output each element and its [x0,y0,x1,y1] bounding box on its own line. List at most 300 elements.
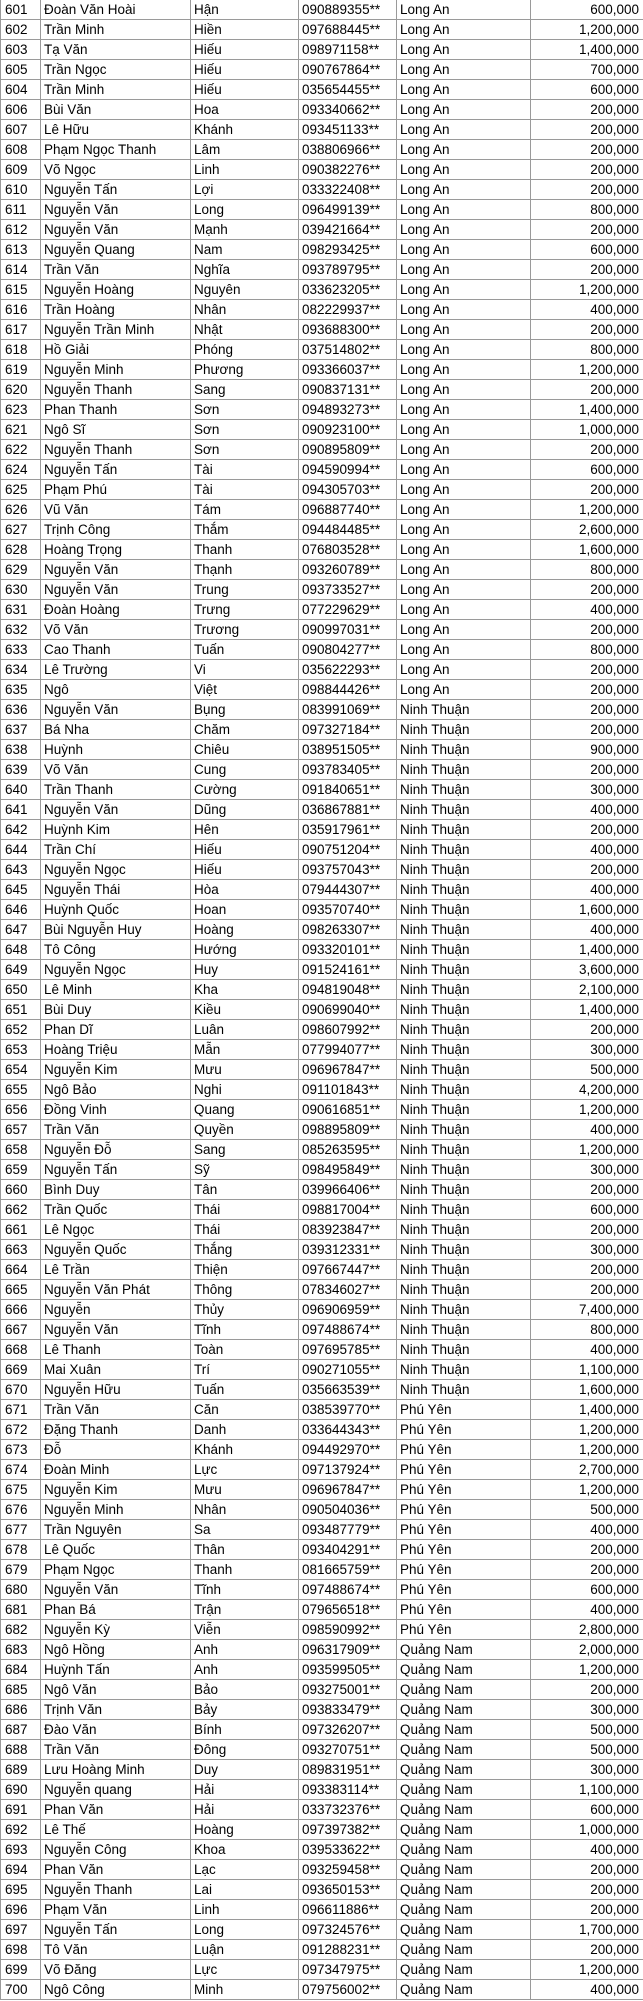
row-number-cell: 636 [1,700,41,720]
province-cell: Quảng Nam [397,1780,531,1800]
phone-cell: 091288231** [299,1940,397,1960]
amount-cell: 200,000 [531,380,643,400]
table-row [1,1380,643,1400]
province-cell: Long An [397,620,531,640]
phone-cell: 038951505** [299,740,397,760]
given-name-cell: Phóng [191,340,299,360]
amount-cell: 600,000 [531,1200,643,1220]
province-cell: Long An [397,320,531,340]
phone-cell: 097397382** [299,1820,397,1840]
phone-cell: 096499139** [299,200,397,220]
given-name-cell: Hải [191,1780,299,1800]
row-number-cell: 635 [1,680,41,700]
given-name-cell: Trí [191,1360,299,1380]
table-row [1,1800,643,1820]
amount-cell: 200,000 [531,1560,643,1580]
province-cell: Long An [397,660,531,680]
surname-cell: Nguyễn Thanh [41,1880,191,1900]
amount-cell: 800,000 [531,560,643,580]
surname-cell: Đồng Vinh [41,1100,191,1120]
phone-cell: 098263307** [299,920,397,940]
amount-cell: 1,000,000 [531,420,643,440]
table-row [1,860,643,880]
surname-cell: Võ Văn [41,760,191,780]
surname-cell: Nguyễn [41,1300,191,1320]
phone-cell: 090837131** [299,380,397,400]
amount-cell: 200,000 [531,1020,643,1040]
table-row [1,560,643,580]
given-name-cell: Nhật [191,320,299,340]
province-cell: Long An [397,680,531,700]
row-number-cell: 617 [1,320,41,340]
table-row [1,1520,643,1540]
province-cell: Long An [397,360,531,380]
amount-cell: 200,000 [531,680,643,700]
amount-cell: 1,600,000 [531,540,643,560]
row-number-cell: 621 [1,420,41,440]
surname-cell: Trần Chí [41,840,191,860]
surname-cell: Bùi Duy [41,1000,191,1020]
given-name-cell: Hòa [191,880,299,900]
amount-cell: 200,000 [531,480,643,500]
amount-cell: 900,000 [531,740,643,760]
phone-cell: 098495849** [299,1160,397,1180]
phone-cell: 033623205** [299,280,397,300]
surname-cell: Trần Văn [41,1120,191,1140]
province-cell: Long An [397,280,531,300]
surname-cell: Huỳnh [41,740,191,760]
row-number-cell: 611 [1,200,41,220]
row-number-cell: 625 [1,480,41,500]
amount-cell: 200,000 [531,260,643,280]
given-name-cell: Bính [191,1720,299,1740]
surname-cell: Lê Thanh [41,1340,191,1360]
amount-cell: 600,000 [531,0,643,20]
amount-cell: 200,000 [531,1680,643,1700]
province-cell: Ninh Thuận [397,1320,531,1340]
surname-cell: Nguyễn Minh [41,1500,191,1520]
surname-cell: Lê Trường [41,660,191,680]
amount-cell: 400,000 [531,1340,643,1360]
province-cell: Ninh Thuận [397,840,531,860]
row-number-cell: 681 [1,1600,41,1620]
phone-cell: 098590992** [299,1620,397,1640]
row-number-cell: 627 [1,520,41,540]
table-row [1,1360,643,1380]
phone-cell: 098293425** [299,240,397,260]
surname-cell: Phan Văn [41,1800,191,1820]
amount-cell: 500,000 [531,1720,643,1740]
province-cell: Ninh Thuận [397,920,531,940]
amount-cell: 300,000 [531,1760,643,1780]
given-name-cell: Thái [191,1200,299,1220]
table-row [1,800,643,820]
given-name-cell: Thanh [191,1560,299,1580]
row-number-cell: 672 [1,1420,41,1440]
phone-cell: 039312331** [299,1240,397,1260]
row-number-cell: 602 [1,20,41,40]
phone-cell: 081665759** [299,1560,397,1580]
province-cell: Ninh Thuận [397,860,531,880]
phone-cell: 097326207** [299,1720,397,1740]
row-number-cell: 680 [1,1580,41,1600]
phone-cell: 033322408** [299,180,397,200]
row-number-cell: 660 [1,1180,41,1200]
table-row [1,1320,643,1340]
province-cell: Long An [397,460,531,480]
table-row [1,1600,643,1620]
phone-cell: 039966406** [299,1180,397,1200]
province-cell: Long An [397,220,531,240]
amount-cell: 1,200,000 [531,360,643,380]
province-cell: Long An [397,240,531,260]
phone-cell: 090504036** [299,1500,397,1520]
surname-cell: Nguyễn quang [41,1780,191,1800]
row-number-cell: 646 [1,900,41,920]
row-number-cell: 664 [1,1260,41,1280]
province-cell: Long An [397,260,531,280]
table-row [1,1540,643,1560]
given-name-cell: Mưu [191,1480,299,1500]
province-cell: Ninh Thuận [397,1360,531,1380]
row-number-cell: 650 [1,980,41,1000]
amount-cell: 200,000 [531,140,643,160]
province-cell: Quảng Nam [397,1880,531,1900]
row-number-cell: 684 [1,1660,41,1680]
province-cell: Quảng Nam [397,1980,531,2000]
row-number-cell: 673 [1,1440,41,1460]
row-number-cell: 604 [1,80,41,100]
given-name-cell: Khánh [191,120,299,140]
surname-cell: Ngô Bảo [41,1080,191,1100]
province-cell: Ninh Thuận [397,960,531,980]
amount-cell: 1,200,000 [531,1140,643,1160]
phone-cell: 093757043** [299,860,397,880]
phone-cell: 090889355** [299,0,397,20]
province-cell: Long An [397,140,531,160]
given-name-cell: Linh [191,1900,299,1920]
phone-cell: 097324576** [299,1920,397,1940]
amount-cell: 200,000 [531,1880,643,1900]
table-row [1,420,643,440]
given-name-cell: Sang [191,1140,299,1160]
province-cell: Ninh Thuận [397,720,531,740]
province-cell: Ninh Thuận [397,1260,531,1280]
amount-cell: 1,700,000 [531,1920,643,1940]
table-row [1,520,643,540]
amount-cell: 1,200,000 [531,20,643,40]
given-name-cell: Thắm [191,520,299,540]
phone-cell: 033732376** [299,1800,397,1820]
table-row [1,580,643,600]
surname-cell: Phan Bá [41,1600,191,1620]
phone-cell: 079444307** [299,880,397,900]
amount-cell: 400,000 [531,600,643,620]
row-number-cell: 649 [1,960,41,980]
surname-cell: Lê Trần [41,1260,191,1280]
phone-cell: 093451133** [299,120,397,140]
given-name-cell: Thủy [191,1300,299,1320]
phone-cell: 039421664** [299,220,397,240]
table-row [1,1020,643,1040]
given-name-cell: Danh [191,1420,299,1440]
row-number-cell: 667 [1,1320,41,1340]
phone-cell: 035654455** [299,80,397,100]
given-name-cell: Hoàng [191,920,299,940]
surname-cell: Bùi Nguyễn Huy [41,920,191,940]
phone-cell: 091101843** [299,1080,397,1100]
row-number-cell: 601 [1,0,41,20]
province-cell: Long An [397,340,531,360]
row-number-cell: 613 [1,240,41,260]
phone-cell: 093487779** [299,1520,397,1540]
amount-cell: 1,100,000 [531,1360,643,1380]
surname-cell: Ngô Văn [41,1680,191,1700]
row-number-cell: 638 [1,740,41,760]
province-cell: Phú Yên [397,1580,531,1600]
phone-cell: 093599505** [299,1660,397,1680]
amount-cell: 1,200,000 [531,1100,643,1120]
phone-cell: 094590994** [299,460,397,480]
row-number-cell: 694 [1,1860,41,1880]
province-cell: Phú Yên [397,1400,531,1420]
table-row [1,360,643,380]
phone-cell: 097488674** [299,1320,397,1340]
given-name-cell: Kiều [191,1000,299,1020]
table-row [1,1820,643,1840]
row-number-cell: 614 [1,260,41,280]
amount-cell: 1,400,000 [531,940,643,960]
given-name-cell: Quyền [191,1120,299,1140]
province-cell: Quảng Nam [397,1820,531,1840]
phone-cell: 035663539** [299,1380,397,1400]
phone-cell: 090382276** [299,160,397,180]
phone-cell: 097695785** [299,1340,397,1360]
row-number-cell: 691 [1,1800,41,1820]
table-row [1,1740,643,1760]
table-row [1,260,643,280]
row-number-cell: 647 [1,920,41,940]
amount-cell: 200,000 [531,1280,643,1300]
given-name-cell: Nhân [191,300,299,320]
row-number-cell: 665 [1,1280,41,1300]
province-cell: Ninh Thuận [397,740,531,760]
surname-cell: Cao Thanh [41,640,191,660]
province-cell: Ninh Thuận [397,1060,531,1080]
amount-cell: 500,000 [531,1740,643,1760]
surname-cell: Nguyễn Quốc [41,1240,191,1260]
amount-cell: 400,000 [531,1980,643,2000]
surname-cell: Phan Thanh [41,400,191,420]
amount-cell: 800,000 [531,1320,643,1340]
given-name-cell: Viễn [191,1620,299,1640]
phone-cell: 090751204** [299,840,397,860]
given-name-cell: Hiếu [191,40,299,60]
surname-cell: Võ Đăng [41,1960,191,1980]
given-name-cell: Lực [191,1460,299,1480]
phone-cell: 079756002** [299,1980,397,2000]
surname-cell: Nguyễn Ngọc [41,860,191,880]
table-row [1,1300,643,1320]
province-cell: Quảng Nam [397,1840,531,1860]
given-name-cell: Lâm [191,140,299,160]
surname-cell: Huỳnh Quốc [41,900,191,920]
amount-cell: 1,200,000 [531,500,643,520]
row-number-cell: 603 [1,40,41,60]
given-name-cell: Long [191,200,299,220]
amount-cell: 1,400,000 [531,400,643,420]
table-row [1,280,643,300]
table-row [1,1980,643,2000]
given-name-cell: Quang [191,1100,299,1120]
given-name-cell: Thái [191,1220,299,1240]
given-name-cell: Lạc [191,1860,299,1880]
table-row [1,700,643,720]
row-number-cell: 628 [1,540,41,560]
amount-cell: 400,000 [531,800,643,820]
table-row [1,880,643,900]
table-row [1,240,643,260]
row-number-cell: 687 [1,1720,41,1740]
surname-cell: Trần Văn [41,1400,191,1420]
province-cell: Ninh Thuận [397,1220,531,1240]
amount-cell: 200,000 [531,1180,643,1200]
surname-cell: Nguyễn Tấn [41,460,191,480]
phone-cell: 094492970** [299,1440,397,1460]
table-row [1,1040,643,1060]
given-name-cell: Thắng [191,1240,299,1260]
row-number-cell: 642 [1,820,41,840]
table-row [1,340,643,360]
row-number-cell: 643 [1,860,41,880]
table-row [1,1700,643,1720]
row-number-cell: 658 [1,1140,41,1160]
amount-cell: 300,000 [531,1160,643,1180]
table-row [1,1440,643,1460]
amount-cell: 1,200,000 [531,1960,643,1980]
amount-cell: 200,000 [531,1540,643,1560]
amount-cell: 7,400,000 [531,1300,643,1320]
given-name-cell: Cung [191,760,299,780]
surname-cell: Ngô Công [41,1980,191,2000]
surname-cell: Phạm Văn [41,1900,191,1920]
phone-cell: 094819048** [299,980,397,1000]
amount-cell: 200,000 [531,760,643,780]
amount-cell: 1,400,000 [531,40,643,60]
amount-cell: 800,000 [531,200,643,220]
row-number-cell: 637 [1,720,41,740]
province-cell: Phú Yên [397,1420,531,1440]
surname-cell: Đoàn Hoàng [41,600,191,620]
phone-cell: 039533622** [299,1840,397,1860]
table-row [1,820,643,840]
row-number-cell: 697 [1,1920,41,1940]
given-name-cell: Kha [191,980,299,1000]
given-name-cell: Anh [191,1640,299,1660]
row-number-cell: 675 [1,1480,41,1500]
phone-cell: 097347975** [299,1960,397,1980]
table-row [1,20,643,40]
phone-cell: 038806966** [299,140,397,160]
row-number-cell: 620 [1,380,41,400]
row-number-cell: 648 [1,940,41,960]
province-cell: Ninh Thuận [397,1180,531,1200]
phone-cell: 097327184** [299,720,397,740]
amount-cell: 400,000 [531,300,643,320]
amount-cell: 200,000 [531,160,643,180]
row-number-cell: 618 [1,340,41,360]
surname-cell: Nguyễn Thái [41,880,191,900]
province-cell: Ninh Thuận [397,1160,531,1180]
phone-cell: 097667447** [299,1260,397,1280]
amount-cell: 800,000 [531,640,643,660]
table-row [1,200,643,220]
given-name-cell: Tĩnh [191,1580,299,1600]
amount-cell: 200,000 [531,580,643,600]
phone-cell: 096611886** [299,1900,397,1920]
given-name-cell: Trung [191,580,299,600]
surname-cell: Trần Minh [41,80,191,100]
table-row [1,1160,643,1180]
amount-cell: 300,000 [531,780,643,800]
surname-cell: Hoàng Trọng [41,540,191,560]
surname-cell: Lê Thế [41,1820,191,1840]
surname-cell: Ngô Hồng [41,1640,191,1660]
province-cell: Ninh Thuận [397,800,531,820]
given-name-cell: Thanh [191,540,299,560]
row-number-cell: 682 [1,1620,41,1640]
table-row [1,60,643,80]
table-row [1,1400,643,1420]
province-cell: Long An [397,40,531,60]
surname-cell: Nguyễn Hữu [41,1380,191,1400]
given-name-cell: Căn [191,1400,299,1420]
row-number-cell: 610 [1,180,41,200]
amount-cell: 1,400,000 [531,1400,643,1420]
surname-cell: Hồ Giải [41,340,191,360]
surname-cell: Nguyễn Văn [41,1580,191,1600]
phone-cell: 093404291** [299,1540,397,1560]
amount-cell: 600,000 [531,80,643,100]
province-cell: Ninh Thuận [397,1380,531,1400]
province-cell: Long An [397,640,531,660]
given-name-cell: Thân [191,1540,299,1560]
province-cell: Long An [397,440,531,460]
province-cell: Phú Yên [397,1540,531,1560]
phone-cell: 077229629** [299,600,397,620]
amount-cell: 1,600,000 [531,1380,643,1400]
amount-cell: 4,200,000 [531,1080,643,1100]
table-row [1,600,643,620]
surname-cell: Nguyễn Thanh [41,440,191,460]
phone-cell: 090804277** [299,640,397,660]
surname-cell: Nguyễn Kim [41,1480,191,1500]
given-name-cell: Khánh [191,1440,299,1460]
amount-cell: 600,000 [531,1580,643,1600]
row-number-cell: 699 [1,1960,41,1980]
table-row [1,380,643,400]
surname-cell: Ngô Sĩ [41,420,191,440]
table-row [1,1560,643,1580]
row-number-cell: 674 [1,1460,41,1480]
table-row [1,1060,643,1080]
surname-cell: Nguyễn Minh [41,360,191,380]
surname-cell: Tô Văn [41,1940,191,1960]
given-name-cell: Tài [191,480,299,500]
given-name-cell: Hải [191,1800,299,1820]
phone-cell: 098844426** [299,680,397,700]
row-number-cell: 633 [1,640,41,660]
